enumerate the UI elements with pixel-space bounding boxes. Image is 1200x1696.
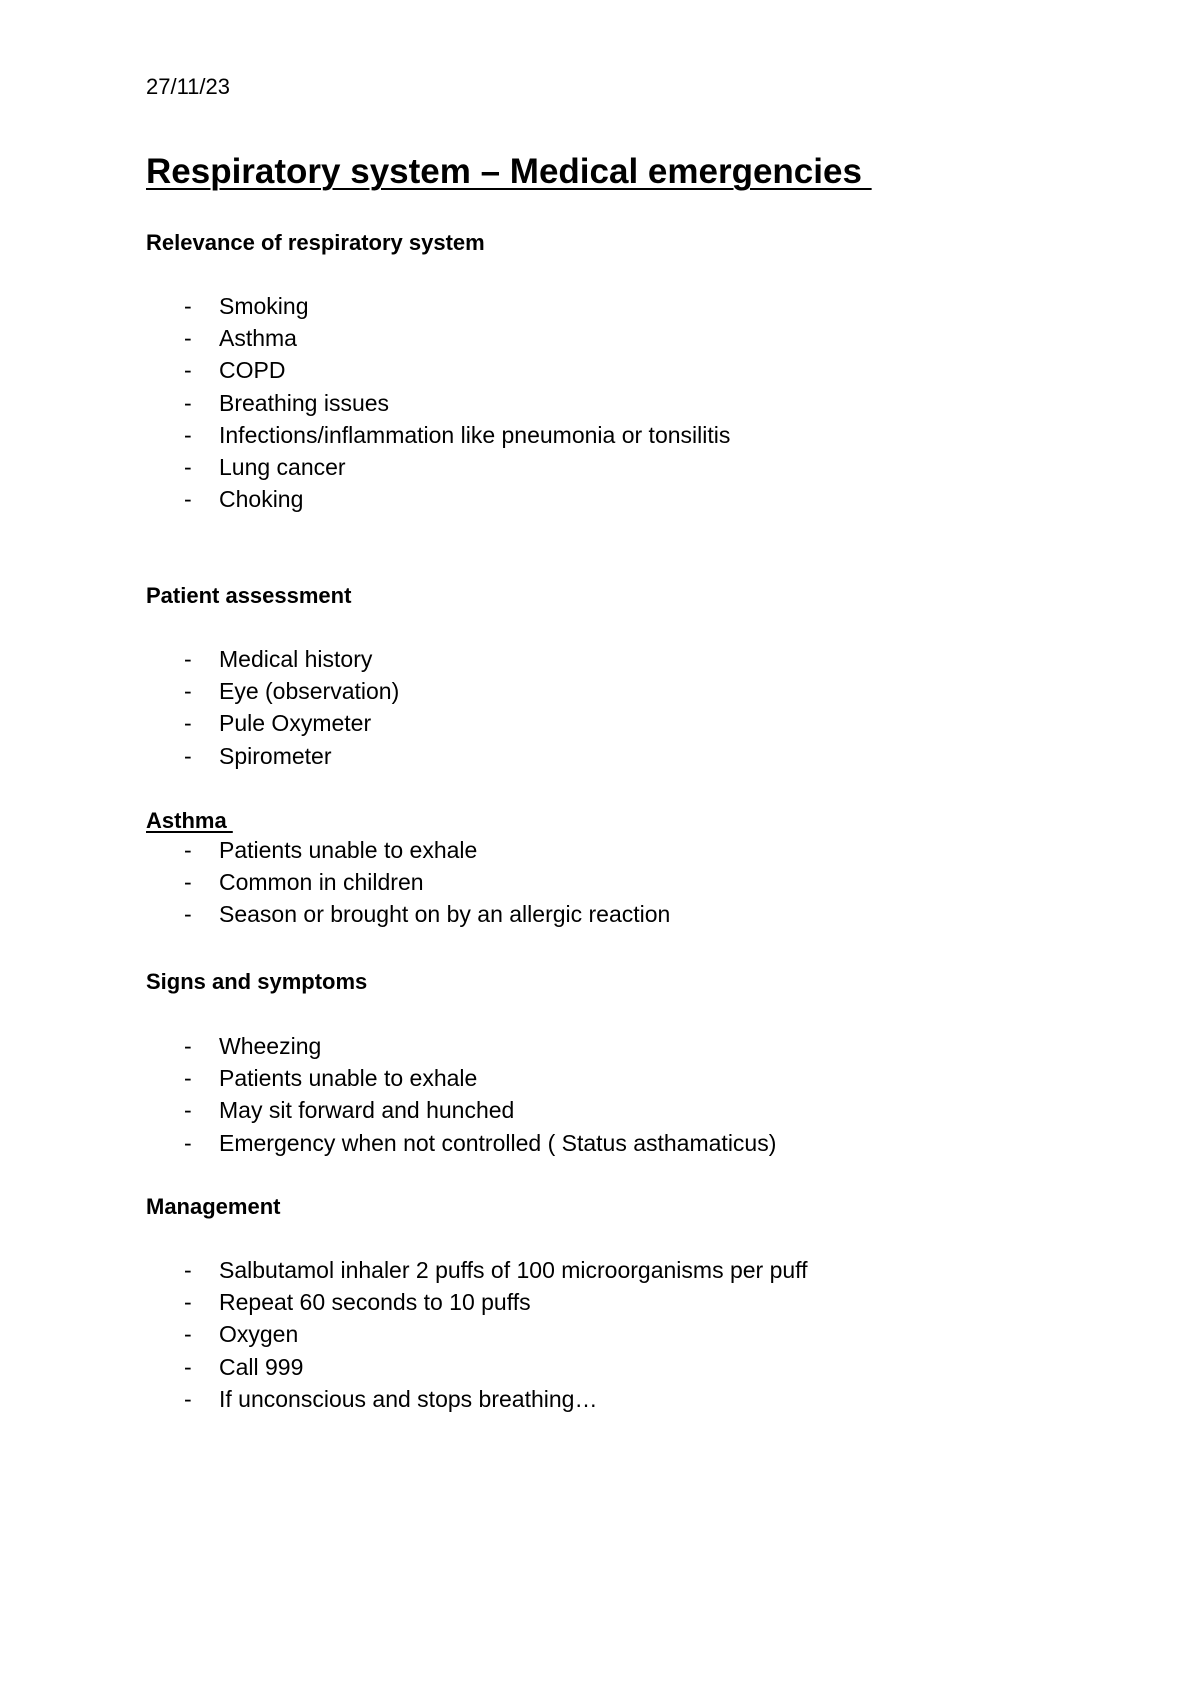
dash-bullet: - (184, 1257, 192, 1283)
dash-bullet: - (184, 325, 192, 352)
list-item-text: Wheezing (219, 1033, 322, 1059)
dash-bullet: - (184, 710, 192, 737)
list-item-text: Salbutamol inhaler 2 puffs of 100 microorganisms per puff (219, 1257, 808, 1283)
list-item-text: Breathing issues (219, 389, 390, 416)
list-item (146, 322, 1046, 354)
list-item-text: May sit forward and hunched (219, 1097, 515, 1124)
dash-bullet: - (184, 1097, 192, 1124)
dash-bullet: - (184, 1353, 192, 1380)
page-title: Respiratory system – Medical emergencies (146, 152, 872, 191)
list-item-text: Patients unable to exhale (219, 1065, 478, 1092)
section-heading-asthma: Asthma (146, 808, 233, 833)
list-item-text: Oxygen (219, 1321, 299, 1348)
list-item-text: Eye (observation) (219, 678, 400, 705)
list-item-text: Emergency when not controlled ( Status asthamaticus) (219, 1129, 777, 1156)
relevance-list (146, 290, 1046, 515)
list-item (146, 675, 1046, 707)
list-item-text: Asthma (219, 325, 297, 352)
dash-bullet: - (184, 357, 192, 384)
dash-bullet: - (184, 901, 192, 928)
dash-bullet: - (184, 486, 192, 513)
list-item-text: Spirometer (219, 742, 332, 769)
dash-bullet: - (184, 1289, 192, 1316)
list-item (146, 451, 1046, 483)
list-item (146, 898, 1046, 930)
dash-bullet: - (184, 1321, 192, 1348)
document-date: 27/11/23 (146, 74, 231, 99)
list-item-text: Call 999 (219, 1353, 304, 1380)
list-item-text: COPD (219, 357, 286, 384)
list-item-text: Repeat 60 seconds to 10 puffs (219, 1289, 531, 1316)
list-item (146, 1351, 1046, 1383)
document-page (146, 0, 1106, 1696)
dash-bullet: - (184, 1033, 192, 1059)
dash-bullet: - (184, 1385, 192, 1412)
list-item (146, 1254, 1046, 1286)
dash-bullet: - (184, 421, 192, 448)
list-item (146, 354, 1046, 386)
dash-bullet: - (184, 453, 192, 480)
list-item (146, 1383, 1046, 1415)
list-item (146, 387, 1046, 419)
dash-bullet: - (184, 389, 192, 416)
section-heading-signs: Signs and symptoms (146, 969, 368, 994)
asthma-list (146, 834, 1046, 931)
list-item (146, 290, 1046, 322)
list-item-text: Smoking (219, 293, 309, 319)
signs-list (146, 1030, 1046, 1159)
dash-bullet: - (184, 293, 192, 319)
list-item (146, 834, 1046, 866)
section-heading-assessment: Patient assessment (146, 583, 352, 608)
list-item-text: Choking (219, 486, 304, 513)
list-item-text: Pule Oxymeter (219, 710, 372, 737)
dash-bullet: - (184, 742, 192, 769)
dash-bullet: - (184, 1129, 192, 1156)
list-item-text: Lung cancer (219, 453, 346, 480)
assessment-list (146, 643, 1046, 772)
dash-bullet: - (184, 646, 192, 672)
list-item (146, 1286, 1046, 1318)
list-item (146, 1062, 1046, 1094)
list-item-text: Season or brought on by an allergic reaction (219, 901, 671, 928)
list-item (146, 1094, 1046, 1126)
dash-bullet: - (184, 869, 192, 896)
list-item (146, 483, 1046, 515)
list-item (146, 419, 1046, 451)
list-item (146, 643, 1046, 675)
list-item-text: Common in children (219, 869, 424, 896)
list-item-text: Patients unable to exhale (219, 837, 478, 863)
section-heading-management: Management (146, 1194, 281, 1219)
list-item (146, 866, 1046, 898)
section-heading-relevance: Relevance of respiratory system (146, 230, 485, 255)
list-item (146, 740, 1046, 772)
management-list (146, 1254, 1046, 1415)
dash-bullet: - (184, 1065, 192, 1092)
list-item-text: Infections/inflammation like pneumonia or tonsilitis (219, 421, 731, 448)
list-item-text: Medical history (219, 646, 373, 672)
list-item (146, 707, 1046, 739)
list-item-text: If unconscious and stops breathing… (219, 1385, 598, 1412)
dash-bullet: - (184, 837, 192, 863)
list-item (146, 1318, 1046, 1350)
list-item (146, 1030, 1046, 1062)
dash-bullet: - (184, 678, 192, 705)
list-item (146, 1127, 1046, 1159)
